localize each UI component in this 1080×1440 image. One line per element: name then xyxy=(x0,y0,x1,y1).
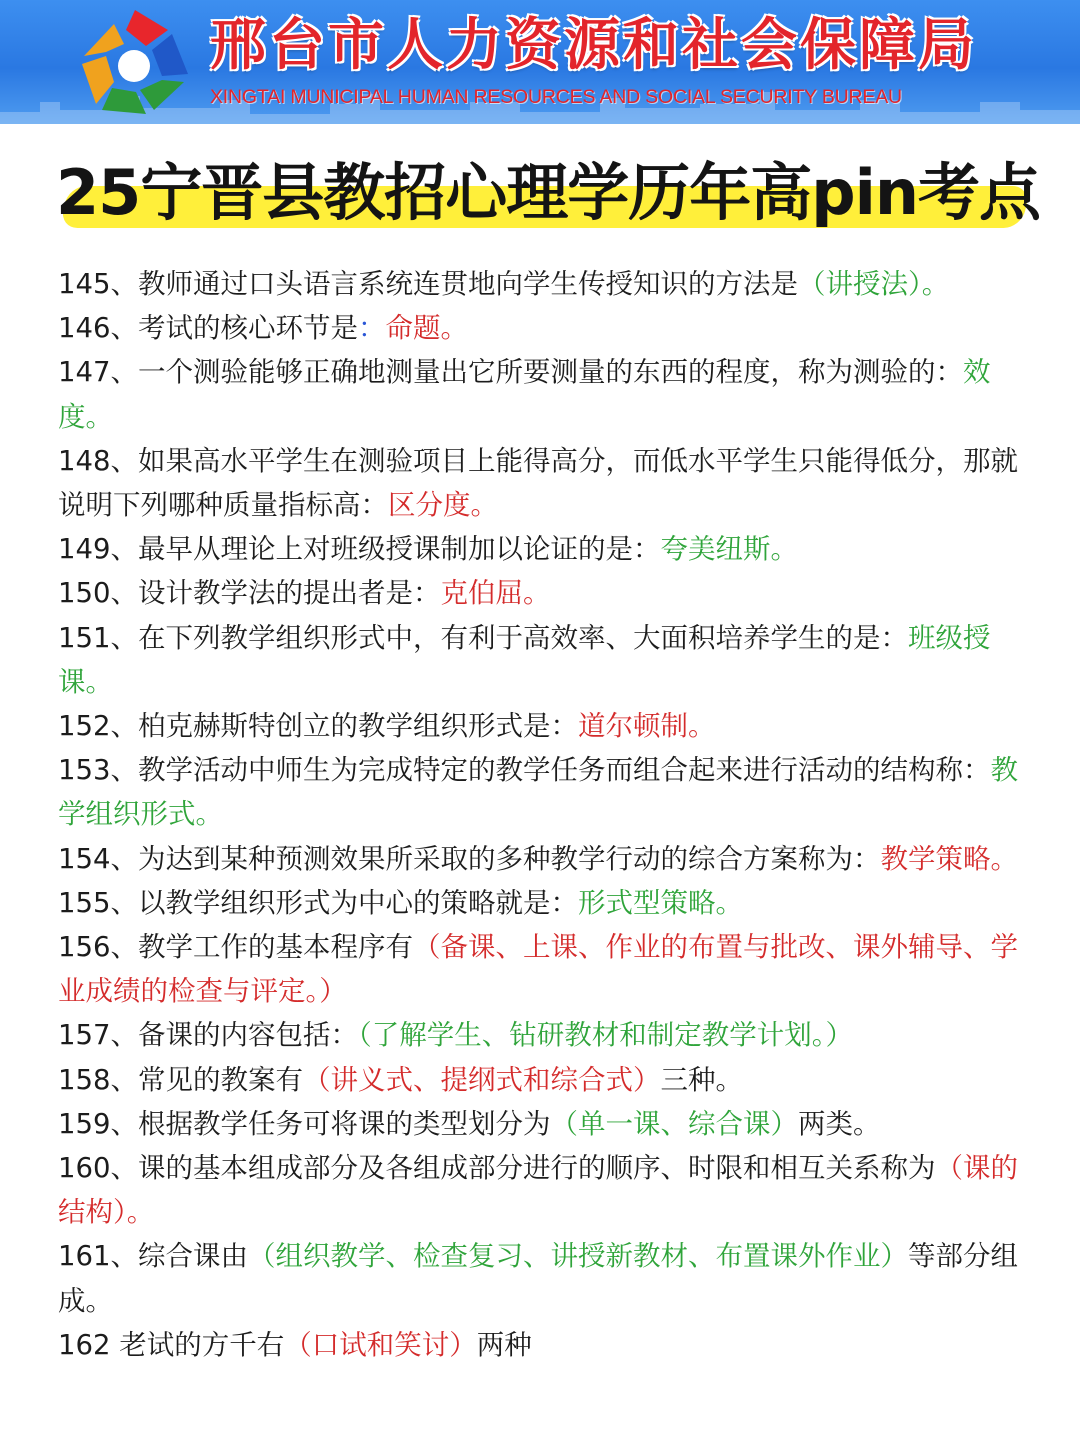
list-item xyxy=(58,616,1026,704)
answer-text: 区分度。 xyxy=(388,489,498,522)
title-block xyxy=(56,150,1041,240)
org-name-en: XINGTAI MUNICIPAL HUMAN RESOURCES AND SOCIAL SECURITY BUREAU xyxy=(210,86,902,108)
answer-text: （讲义式、提纲式和综合式） xyxy=(303,1063,661,1096)
list-item xyxy=(58,1146,1026,1234)
question-text: 148、如果高水平学生在测验项目上能得高分，而低水平学生只能得低分，那就说明下列哪种质量指标高： xyxy=(58,444,1018,522)
list-item xyxy=(58,837,1026,881)
question-text: 147、一个测验能够正确地测量出它所要测量的东西的程度，称为测验的： xyxy=(58,356,963,389)
answer-text: 形式型策略。 xyxy=(578,886,743,919)
org-name-cn: 邢台市人力资源和社会保障局 xyxy=(210,13,977,78)
answer-text: 教学组织形式。 xyxy=(58,754,1018,831)
question-text: 161、综合课由 xyxy=(58,1240,248,1273)
answer-text: 道尔顿制。 xyxy=(578,710,716,743)
tail-text: 两种 xyxy=(476,1328,532,1361)
list-item xyxy=(58,704,1026,748)
colon-mark: ： xyxy=(358,312,386,345)
answer-text: （备课、上课、作业的布置与批改、课外辅导、学业成绩的检查与评定。） xyxy=(58,931,1018,1008)
list-item xyxy=(58,527,1026,571)
question-text: 150、设计教学法的提出者是： xyxy=(58,577,441,610)
list-item xyxy=(58,881,1026,925)
list-item xyxy=(58,439,1026,527)
question-text: 154、为达到某种预测效果所采取的多种教学行动的综合方案称为： xyxy=(58,842,881,875)
answer-text: 夸美纽斯。 xyxy=(660,533,798,566)
question-text: 156、教学工作的基本程序有 xyxy=(58,931,413,964)
answer-text: （讲授法）。 xyxy=(798,268,950,300)
tail-text: 三种。 xyxy=(660,1063,743,1096)
answer-text: （课的结构）。 xyxy=(58,1152,1018,1229)
answer-text: （组织教学、检查复习、讲授新教材、布置课外作业） xyxy=(248,1240,908,1273)
question-text: 145、教师通过口头语言系统连贯地向学生传授知识的方法是 xyxy=(58,268,798,300)
answer-text: （口试和笑讨） xyxy=(284,1328,477,1361)
answer-text: 教学策略。 xyxy=(880,842,1018,875)
answer-text: 命题。 xyxy=(385,312,468,345)
answer-text: （单一课、综合课） xyxy=(550,1107,798,1140)
header-banner xyxy=(0,0,1080,124)
list-item xyxy=(58,571,1026,615)
question-text: 157、备课的内容包括： xyxy=(58,1019,358,1052)
question-text: 162 老试的方千右 xyxy=(58,1328,285,1361)
list-item xyxy=(58,1058,1026,1102)
question-text: 152、柏克赫斯特创立的教学组织形式是： xyxy=(58,710,578,743)
tail-text: 两类。 xyxy=(798,1107,881,1140)
list-item xyxy=(58,306,1026,350)
question-text: 153、教学活动中师生为完成特定的教学任务而组合起来进行活动的结构称： xyxy=(58,754,991,787)
question-text: 159、根据教学任务可将课的类型划分为 xyxy=(58,1107,551,1140)
page-title: 25宁晋县教招心理学历年高pin考点 xyxy=(56,156,1041,229)
list-item xyxy=(58,350,1026,438)
list-item xyxy=(58,1234,1026,1322)
answer-text: 效度。 xyxy=(58,356,991,433)
question-list xyxy=(58,262,1026,1367)
list-item xyxy=(58,1102,1026,1146)
question-text: 160、课的基本组成部分及各组成部分进行的顺序、时限和相互关系称为 xyxy=(58,1152,936,1185)
list-item xyxy=(58,1323,1026,1367)
list-item xyxy=(58,748,1026,836)
answer-text: 班级授课。 xyxy=(58,621,991,698)
answer-text: （了解学生、钻研教材和制定教学计划。） xyxy=(358,1019,853,1052)
answer-text: 克伯屈。 xyxy=(440,577,551,610)
question-text: 155、以教学组织形式为中心的策略就是： xyxy=(58,886,578,919)
list-item xyxy=(58,925,1026,1013)
list-item xyxy=(58,262,1026,306)
tail-text: 等部分组成。 xyxy=(58,1240,1018,1317)
bureau-logo-icon xyxy=(76,6,194,118)
question-text: 158、常见的教案有 xyxy=(58,1063,303,1096)
question-text: 151、在下列教学组织形式中，有利于高效率、大面积培养学生的是： xyxy=(58,621,908,654)
question-text: 149、最早从理论上对班级授课制加以论证的是： xyxy=(58,533,661,566)
list-item xyxy=(58,1013,1026,1057)
question-text: 146、考试的核心环节是 xyxy=(58,312,358,345)
